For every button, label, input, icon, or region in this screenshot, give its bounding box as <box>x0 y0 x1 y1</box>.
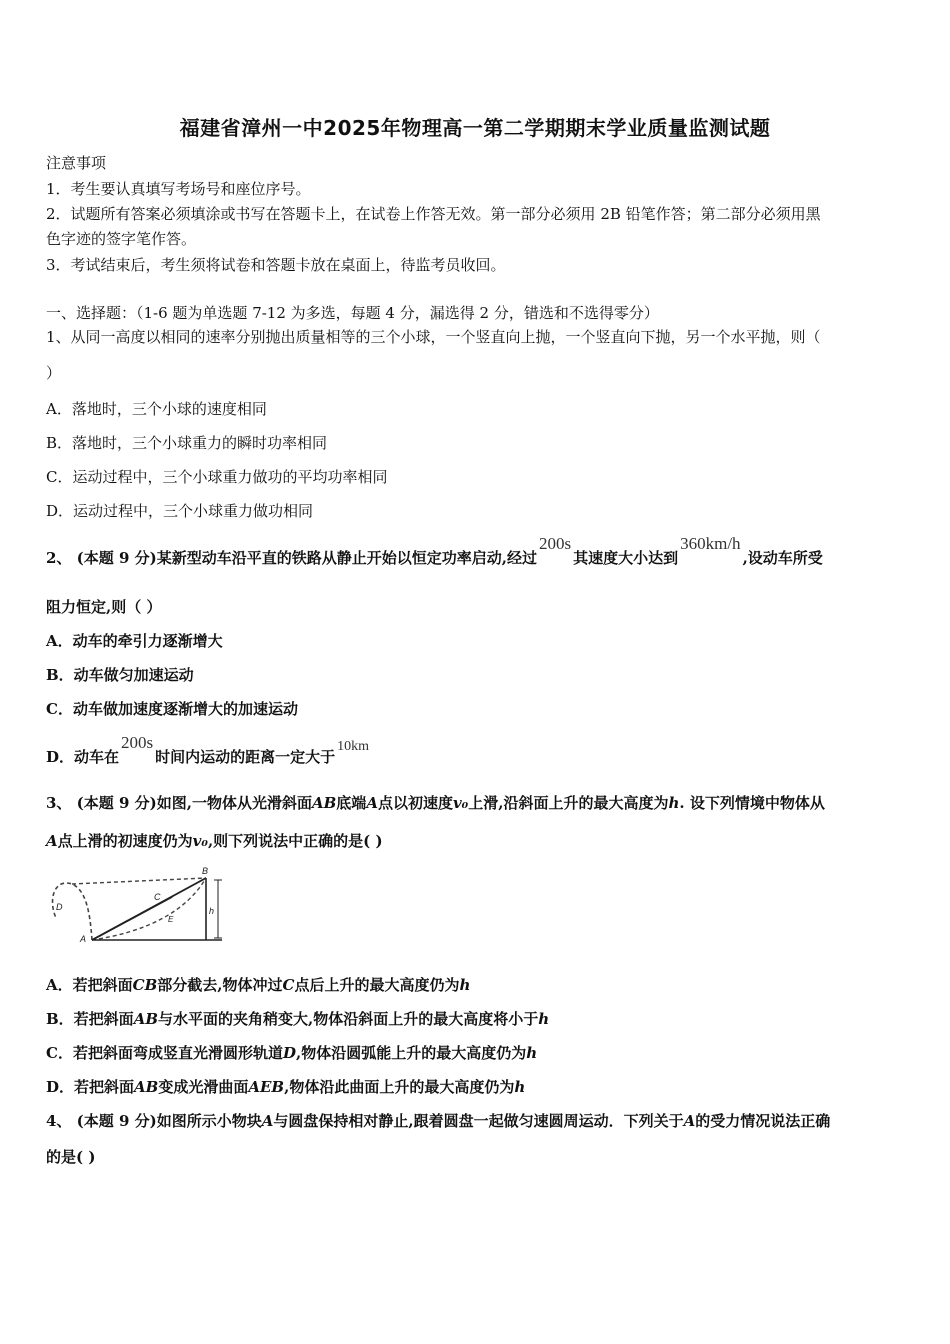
q3-stem-var-a: A <box>366 794 378 812</box>
q2-stem-part3: ,设动车所受 <box>742 549 823 567</box>
q3-option-d-text-3: ,物体沿此曲面上升的最大高度仍为 <box>284 1078 515 1096</box>
q2-formula-speed: 360km/h <box>680 534 741 553</box>
q2-stem <box>46 534 823 568</box>
q2-option-c: C．动车做加速度逐渐增大的加速运动 <box>46 700 298 718</box>
q4-stem <box>46 1110 830 1131</box>
q4-stem-text-3: 的受力情况说法正确 <box>695 1112 831 1130</box>
q3-option-a <box>46 974 470 995</box>
q2-formula-time: 200s <box>538 534 572 553</box>
q3-option-a-var-h: h <box>459 976 471 994</box>
q3-option-d-text-2: 变成光滑曲面 <box>158 1078 249 1096</box>
q3-stem-var-h: h <box>668 794 680 812</box>
q3-stem-text-6: 点上滑的初速度仍为 <box>57 832 193 850</box>
q2-option-b: B．动车做匀加速运动 <box>46 666 194 684</box>
q3-stem-text-5: . 设下列情境中物体从 <box>679 794 825 812</box>
q3-option-d <box>46 1076 525 1097</box>
q3-stem-text-7: ,则下列说法中正确的是( ) <box>207 832 383 850</box>
q4-stem-text-1: 4、 (本题 9 分)如图所示小物块 <box>46 1112 262 1130</box>
q4-stem-var-a2: A <box>683 1112 696 1130</box>
fig-label-b: B <box>202 866 209 876</box>
q3-stem-var-ab: AB <box>311 794 337 812</box>
q3-stem-text-2: 底端 <box>336 794 367 812</box>
fig-label-a: A <box>80 934 87 944</box>
q3-option-a-text-3: 点后上升的最大高度仍为 <box>294 976 460 994</box>
fig-label-h: h <box>209 906 215 916</box>
fig-label-c: C <box>154 892 161 902</box>
q4-stem-text-2: 与圆盘保持相对静止,跟着圆盘一起做匀速圆周运动．下列关于 <box>273 1112 684 1130</box>
q1-option-c: C．运动过程中，三个小球重力做功的平均功率相同 <box>46 468 388 486</box>
q1-option-b: B．落地时，三个小球重力的瞬时功率相同 <box>46 434 328 452</box>
incline-figure <box>46 862 230 946</box>
q2-stem-part1: 2、 (本题 9 分)某新型动车沿平直的铁路从静止开始以恒定功率启动,经过 <box>46 549 537 567</box>
q3-option-b-text-1: B．若把斜面 <box>46 1010 134 1028</box>
q4-stem-var-a: A <box>261 1112 274 1130</box>
q2-option-d <box>46 733 371 767</box>
q3-option-a-text-2: 部分截去,物体冲过 <box>157 976 283 994</box>
q2-stem-part2: 其速度大小达到 <box>573 549 679 567</box>
q3-option-b <box>46 1008 549 1029</box>
q1-option-a: A．落地时，三个小球的速度相同 <box>46 400 267 418</box>
section-heading: 一、选择题：（1-6 题为单选题 7-12 为多选，每题 4 分，漏选得 2 分，错选和不选得零分） <box>46 304 659 322</box>
q3-option-b-var-h: h <box>538 1010 550 1028</box>
q2-option-d-formula-distance: 10km <box>337 739 370 754</box>
q2-option-a: A．动车的牵引力逐渐增大 <box>46 632 223 650</box>
q2-stem-cont: 阻力恒定,则（ ） <box>46 598 162 616</box>
q3-option-d-var-aeb: AEB <box>248 1078 285 1096</box>
q3-option-d-var-h: h <box>514 1078 526 1096</box>
q2-option-d-part1: D．动车在 <box>46 748 120 766</box>
q3-option-a-var-cb: CB <box>132 976 158 994</box>
q3-stem <box>46 792 825 813</box>
q3-stem-text-1: 3、 (本题 9 分)如图,一物体从光滑斜面 <box>46 794 312 812</box>
fig-top-dashed-line <box>72 878 206 884</box>
fig-label-e: E <box>168 915 174 924</box>
q1-stem: 1、从同一高度以相同的速率分别抛出质量相等的三个小球，一个竖直向上抛，一个竖直向下抛，另一个水平抛，则（ <box>46 328 821 346</box>
q3-option-b-var-ab: AB <box>133 1010 159 1028</box>
q3-option-a-var-c: C <box>282 976 295 994</box>
q3-option-b-text-2: 与水平面的夹角稍变大,物体沿斜面上升的最大高度将小于 <box>158 1010 539 1028</box>
q3-option-c-var-d: D <box>282 1044 296 1062</box>
q3-option-d-text-1: D．若把斜面 <box>46 1078 135 1096</box>
q3-stem-cont <box>46 830 383 851</box>
notice-heading: 注意事项 <box>46 154 107 172</box>
q3-option-d-var-ab: AB <box>134 1078 159 1096</box>
notice-item-2-cont: 色字迹的签字笔作答。 <box>46 230 197 248</box>
q3-option-c-text-1: C．若把斜面弯成竖直光滑圆形轨道 <box>46 1044 283 1062</box>
q3-option-c <box>46 1042 537 1063</box>
notice-item-3: 3．考试结束后，考生须将试卷和答题卡放在桌面上，待监考员收回。 <box>46 256 506 274</box>
notice-item-2: 2．试题所有答案必须填涂或书写在答题卡上，在试卷上作答无效。第一部分必须用 2B 铅笔作答；第二部分必须用黑 <box>46 205 821 223</box>
notice-item-1: 1．考生要认真填写考场号和座位序号。 <box>46 180 311 198</box>
q2-option-d-formula-time: 200s <box>121 733 154 752</box>
q3-stem-var-v0: v₀ <box>452 794 469 812</box>
q3-stem-var-v0-2: v₀ <box>192 832 208 850</box>
q3-option-a-text-1: A．若把斜面 <box>46 976 133 994</box>
q2-option-d-part2: 时间内运动的距离一定大于 <box>155 748 336 766</box>
q3-stem-var-a2: A <box>46 832 58 850</box>
page-title: 福建省漳州一中2025年物理高一第二学期期末学业质量监测试题 <box>179 116 771 140</box>
q4-stem-cont: 的是( ) <box>46 1148 96 1166</box>
fig-label-d: D <box>56 902 63 912</box>
q3-option-c-var-h: h <box>526 1044 538 1062</box>
q3-stem-text-3: 点以初速度 <box>377 794 453 812</box>
fig-segment-ac <box>92 897 172 940</box>
q3-option-c-text-2: ,物体沿圆弧能上升的最大高度仍为 <box>295 1044 527 1062</box>
q3-stem-text-4: 上滑,沿斜面上升的最大高度为 <box>468 794 669 812</box>
q1-stem-cont: ） <box>46 364 62 382</box>
q1-option-d: D．运动过程中，三个小球重力做功相同 <box>46 502 314 520</box>
